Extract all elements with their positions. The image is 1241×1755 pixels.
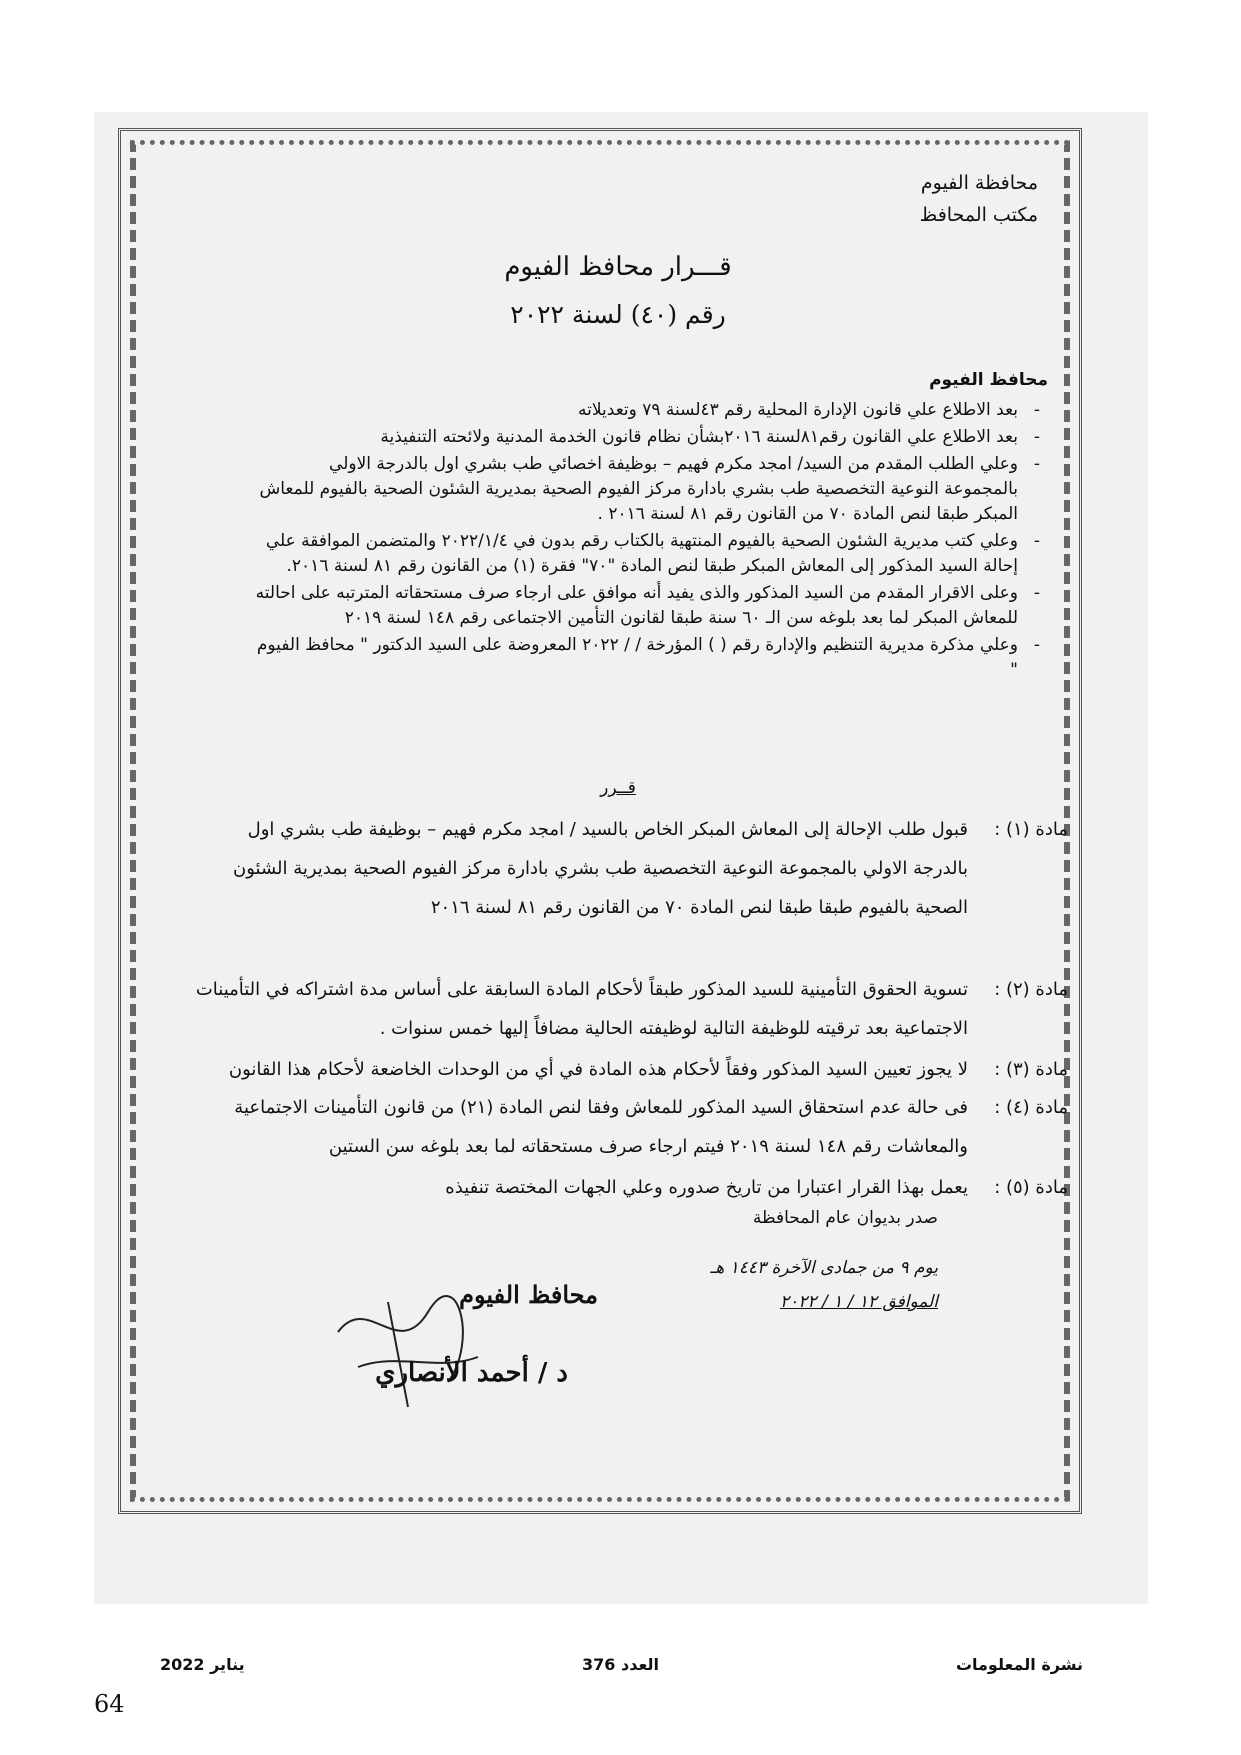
decision-heading: قــرر bbox=[600, 778, 636, 798]
footer-publication: نشرة المعلومات bbox=[955, 1655, 1083, 1674]
signatory-title: محافظ الفيوم bbox=[459, 1280, 598, 1309]
gregorian-date: الموافق ١٢ / ١ / ٢٠٢٢ bbox=[780, 1292, 938, 1312]
preamble-list bbox=[250, 398, 1040, 685]
signature-icon bbox=[328, 1272, 488, 1412]
preamble-heading: محافظ الفيوم bbox=[929, 370, 1048, 390]
article-text: يعمل بهذا القرار اعتبارا من تاريخ صدوره وعلي الجهات المختصة تنفيذه bbox=[445, 1177, 968, 1198]
article-4 bbox=[188, 1088, 1068, 1166]
article-label: مادة (٣) : bbox=[994, 1059, 1068, 1080]
article-2 bbox=[188, 970, 1068, 1048]
article-1 bbox=[188, 810, 1068, 927]
article-text: فى حالة عدم استحقاق السيد المذكور للمعاش وفقا لنص المادة (٢١) من قانون التأمينات الاجتماعية والمعاشات رقم ١٤٨ لسنة ٢٠١٩ فيتم ارجاء صرف مستحقاته لما بعد بلوغه سن الستين bbox=[234, 1097, 968, 1157]
list-item: - وعلي كتب مديرية الشئون الصحية بالفيوم المنتهية بالكتاب رقم بدون في ٢٠٢٢/١/٤ والمتضمن الموافقة علي إحالة السيد المذكور إلى المعاش المبكر طبقا لنص المادة "٧٠" فقرة (١) من القانون رقم ٨١ لسنة ٢٠١٦. bbox=[250, 529, 1040, 579]
article-label: مادة (٢) : bbox=[994, 979, 1068, 1000]
list-item: - بعد الاطلاع علي القانون رقم٨١لسنة ٢٠١٦بشأن نظام قانون الخدمة المدنية ولائحته التنفيذية bbox=[250, 425, 1040, 450]
article-label: مادة (٤) : bbox=[994, 1097, 1068, 1118]
list-item: - وعلي الطلب المقدم من السيد/ امجد مكرم فهيم – بوظيفة اخصائي طب بشري اول بالدرجة الاولي بالمجموعة النوعية التخصصية طب بشري بادارة مركز الفيوم الصحية بمديرية الشئون الصحية بالفيوم للمعاش المبكر طبقا لنص المادة ٧٠ من القانون رقم ٨١ لسنة ٢٠١٦ . bbox=[250, 452, 1040, 527]
article-text: تسوية الحقوق التأمينية للسيد المذكور طبقاً لأحكام المادة السابقة على أساس مدة اشتراكه في التأمينات الاجتماعية بعد ترقيته للوظيفة التالية لوظيفته الحالية مضافاً إليها خمس سنوات . bbox=[195, 979, 968, 1039]
decree-title: قـــرار محافظ الفيوم bbox=[504, 252, 732, 282]
decree-document bbox=[168, 160, 1068, 1500]
decree-number: رقم (٤٠) لسنة ٢٠٢٢ bbox=[510, 300, 726, 329]
list-item: - وعلي مذكرة مديرية التنظيم والإدارة رقم ( ) المؤرخة / / ٢٠٢٢ المعروضة على السيد الدكتور " محافظ الفيوم " bbox=[250, 633, 1040, 683]
footer-issue: العدد 376 bbox=[582, 1655, 659, 1674]
governorate-name: محافظة الفيوم bbox=[920, 172, 1038, 194]
signatory-name: د / أحمد الأنصاري bbox=[375, 1358, 568, 1388]
page-number: 64 bbox=[94, 1690, 125, 1718]
article-label: مادة (١) : bbox=[994, 819, 1068, 840]
list-item: - بعد الاطلاع علي قانون الإدارة المحلية رقم ٤٣لسنة ٧٩ وتعديلاته bbox=[250, 398, 1040, 423]
article-3 bbox=[188, 1050, 1068, 1089]
article-text: قبول طلب الإحالة إلى المعاش المبكر الخاص بالسيد / امجد مكرم فهيم – بوظيفة طب بشري اول بالدرجة الاولي بالمجموعة النوعية التخصصية طب بشري بادارة مركز الفيوم الصحية بمديرية الشئون الصحية بالفيوم طبقا طبقا لنص المادة ٧٠ من القانون رقم ٨١ لسنة ٢٠١٦ bbox=[233, 819, 968, 918]
hijri-date: يوم ٩ من جمادى الآخرة ١٤٤٣ هـ bbox=[710, 1258, 938, 1278]
article-5 bbox=[188, 1168, 1068, 1207]
footer-date: يناير 2022 bbox=[160, 1655, 245, 1674]
article-label: مادة (٥) : bbox=[994, 1177, 1068, 1198]
issued-at: صدر بديوان عام المحافظة bbox=[752, 1208, 938, 1228]
office-name: مكتب المحافظ bbox=[919, 204, 1038, 226]
article-text: لا يجوز تعيين السيد المذكور وفقاً لأحكام هذه المادة في أي من الوحدات الخاضعة لأحكام هذا القانون bbox=[228, 1059, 968, 1080]
list-item: - وعلى الاقرار المقدم من السيد المذكور والذى يفيد أنه موافق على ارجاء صرف مستحقاته المترتبه على احالته للمعاش المبكر لما بعد بلوغه سن الـ ٦٠ سنة طبقا لقانون التأمين الاجتماعى رقم ١٤٨ لسنة ٢٠١٩ bbox=[250, 581, 1040, 631]
